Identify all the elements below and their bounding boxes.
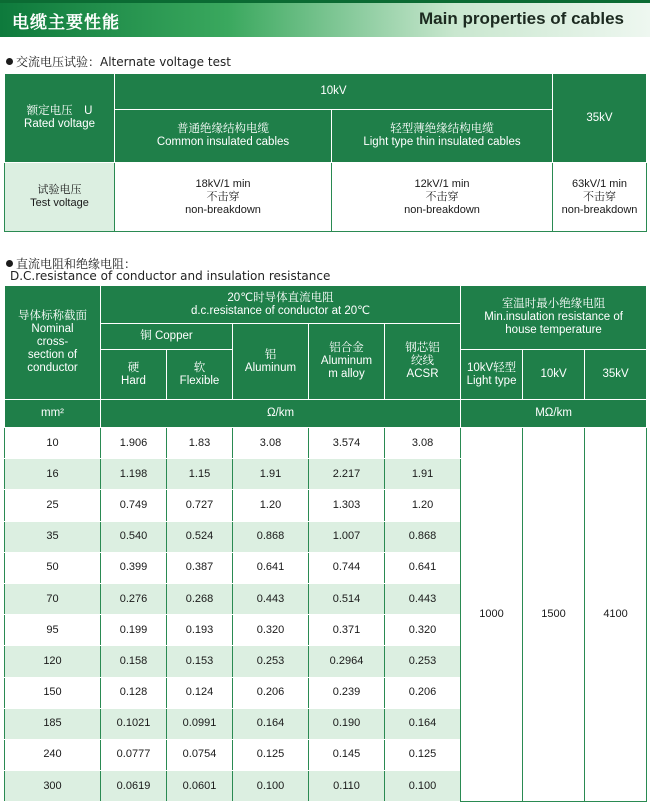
test-value-light: 12kV/1 min 不击穿 non-breakdown: [332, 163, 553, 232]
resistance-cell: 0.641: [233, 552, 309, 583]
hard-header: 硬 Hard: [101, 350, 167, 400]
resistance-cell: 1.91: [385, 459, 461, 490]
test-value-common: 18kV/1 min 不击穿 non-breakdown: [115, 163, 332, 232]
resistance-cell: 0.320: [233, 615, 309, 646]
dc-resistance-label-en: D.C.resistance of conductor and insulation resistance: [10, 269, 331, 283]
resistance-cell: 0.190: [309, 708, 385, 739]
bullet-icon: [6, 58, 13, 65]
common-insulated-header: 普通绝缘结构电缆 Common insulated cables: [115, 110, 332, 163]
resistance-cell: 0.268: [167, 583, 233, 614]
bullet-icon: [6, 260, 13, 267]
resistance-cell: 0.399: [101, 552, 167, 583]
resistance-cell: 0.125: [385, 739, 461, 770]
resistance-cell: 0.153: [167, 646, 233, 677]
section-size-cell: 70: [5, 583, 101, 614]
resistance-cell: 0.320: [385, 615, 461, 646]
ac-voltage-table: [4, 73, 647, 232]
resistance-cell: 1.83: [167, 428, 233, 459]
resistance-cell: 0.128: [101, 677, 167, 708]
resistance-cell: 1.906: [101, 428, 167, 459]
aluminum-header: 铝 Aluminum: [233, 324, 309, 400]
section-size-cell: 35: [5, 521, 101, 552]
resistance-cell: 0.145: [309, 739, 385, 770]
section-size-cell: 300: [5, 771, 101, 802]
resistance-cell: 0.110: [309, 771, 385, 802]
resistance-cell: 0.641: [385, 552, 461, 583]
resistance-cell: 0.387: [167, 552, 233, 583]
resistance-cell: 0.744: [309, 552, 385, 583]
dc-resistance-table: [4, 285, 647, 802]
ins-35kv-value: 4100: [585, 428, 647, 802]
resistance-cell: 0.868: [385, 521, 461, 552]
kv10-header: 10kV: [115, 74, 553, 110]
resistance-cell: 1.15: [167, 459, 233, 490]
table-row: [5, 428, 647, 459]
ins-35kv-header: 35kV: [585, 350, 647, 400]
resistance-cell: 0.239: [309, 677, 385, 708]
section-size-cell: 185: [5, 708, 101, 739]
aluminum-alloy-header: 铝合金 Aluminum m alloy: [309, 324, 385, 400]
unit-mohm-km: MΩ/km: [461, 400, 647, 428]
section-size-cell: 50: [5, 552, 101, 583]
kv35-header: 35kV: [553, 74, 647, 163]
resistance-cell: 0.0619: [101, 771, 167, 802]
unit-mm2: mm²: [5, 400, 101, 428]
resistance-cell: 0.868: [233, 521, 309, 552]
resistance-cell: 0.524: [167, 521, 233, 552]
resistance-cell: 0.0777: [101, 739, 167, 770]
resistance-cell: 3.574: [309, 428, 385, 459]
resistance-cell: 0.443: [385, 583, 461, 614]
section-size-cell: 10: [5, 428, 101, 459]
light-type-header: 轻型薄绝缘结构电缆 Light type thin insulated cables: [332, 110, 553, 163]
resistance-cell: 1.20: [385, 490, 461, 521]
resistance-cell: 0.100: [385, 771, 461, 802]
resistance-cell: 0.0991: [167, 708, 233, 739]
resistance-cell: 0.0754: [167, 739, 233, 770]
copper-header: 铜 Copper: [101, 324, 233, 350]
resistance-cell: 3.08: [233, 428, 309, 459]
insulation-resistance-header: 室温时最小绝缘电阻 Min.insulation resistance of house temperature: [461, 286, 647, 350]
ac-test-label: 交流电压试验：Alternate voltage test: [6, 53, 231, 70]
resistance-cell: 0.0601: [167, 771, 233, 802]
test-voltage-label: 试验电压 Test voltage: [5, 163, 115, 232]
section-size-cell: 25: [5, 490, 101, 521]
page-header: [0, 0, 650, 37]
flexible-header: 软 Flexible: [167, 350, 233, 400]
resistance-cell: 0.158: [101, 646, 167, 677]
acsr-header: 钢芯铝 绞线 ACSR: [385, 324, 461, 400]
resistance-cell: 0.100: [233, 771, 309, 802]
resistance-cell: 0.1021: [101, 708, 167, 739]
page-title-cn: 电缆主要性能: [12, 13, 120, 33]
page-title-en: Main properties of cables: [419, 9, 624, 28]
section-size-cell: 150: [5, 677, 101, 708]
ins-light-header: 10kV轻型 Light type: [461, 350, 523, 400]
resistance-cell: 0.206: [233, 677, 309, 708]
resistance-cell: 1.198: [101, 459, 167, 490]
resistance-cell: 0.540: [101, 521, 167, 552]
section-size-cell: 120: [5, 646, 101, 677]
resistance-cell: 0.199: [101, 615, 167, 646]
resistance-cell: 3.08: [385, 428, 461, 459]
resistance-cell: 2.217: [309, 459, 385, 490]
resistance-cell: 0.276: [101, 583, 167, 614]
resistance-cell: 0.514: [309, 583, 385, 614]
ins-10kv-value: 1500: [523, 428, 585, 802]
dc-table-body: [5, 428, 647, 802]
test-value-35kv: 63kV/1 min 不击穿 non-breakdown: [553, 163, 647, 232]
resistance-cell: 0.253: [385, 646, 461, 677]
section-size-cell: 240: [5, 739, 101, 770]
resistance-cell: 1.91: [233, 459, 309, 490]
resistance-cell: 0.206: [385, 677, 461, 708]
nominal-section-header: 导体标称截面 Nominal cross- section of conductor: [5, 286, 101, 400]
resistance-cell: 1.007: [309, 521, 385, 552]
ins-10kv-header: 10kV: [523, 350, 585, 400]
resistance-cell: 0.443: [233, 583, 309, 614]
unit-ohm-km: Ω/km: [101, 400, 461, 428]
resistance-cell: 0.253: [233, 646, 309, 677]
resistance-cell: 0.164: [233, 708, 309, 739]
ins-light-value: 1000: [461, 428, 523, 802]
resistance-cell: 0.727: [167, 490, 233, 521]
resistance-cell: 1.303: [309, 490, 385, 521]
resistance-cell: 0.124: [167, 677, 233, 708]
resistance-cell: 0.125: [233, 739, 309, 770]
resistance-cell: 0.371: [309, 615, 385, 646]
resistance-cell: 0.164: [385, 708, 461, 739]
section-size-cell: 95: [5, 615, 101, 646]
resistance-cell: 0.193: [167, 615, 233, 646]
section-size-cell: 16: [5, 459, 101, 490]
dc-resistance-label-cn: 直流电阻和绝缘电阻：: [6, 255, 136, 272]
resistance-cell: 0.2964: [309, 646, 385, 677]
rated-voltage-header: 额定电压 U Rated voltage: [5, 74, 115, 163]
dc-resistance-header: 20℃时导体直流电阻 d.c.resistance of conductor at 20℃: [101, 286, 461, 324]
resistance-cell: 1.20: [233, 490, 309, 521]
resistance-cell: 0.749: [101, 490, 167, 521]
